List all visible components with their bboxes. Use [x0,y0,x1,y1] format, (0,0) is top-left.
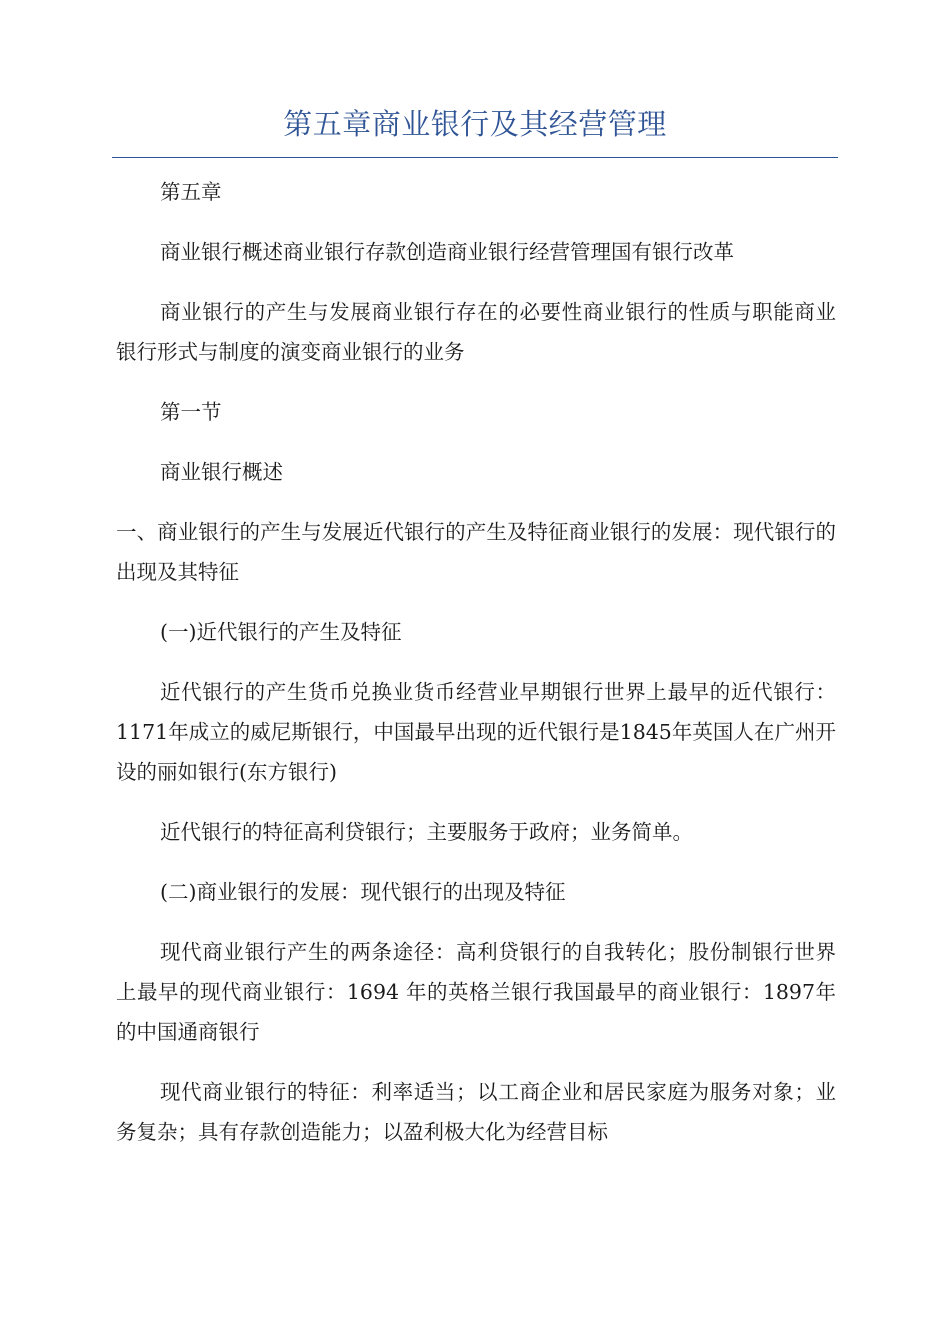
paragraph-modern-bank-origin: 近代银行的产生货币兑换业货币经营业早期银行世界上最早的近代银行：1171年成立的威尼斯银行，中国最早出现的近代银行是1845年英国人在广州开设的丽如银行(东方银行) [116,680,836,784]
paragraph-chapter: 第五章 [160,180,222,204]
paragraph-heading-one: 一、商业银行的产生与发展近代银行的产生及特征商业银行的发展：现代银行的出现及其特征 [116,520,836,584]
paragraph-modern-bank-features: 近代银行的特征高利贷银行；主要服务于政府；业务简单。 [160,820,693,844]
paragraph-subheading-two: (二)商业银行的发展：现代银行的出现及特征 [160,880,566,904]
paragraph-commercial-bank-origin: 现代商业银行产生的两条途径：高利贷银行的自我转化；股份制银行世界上最早的现代商业银行：1694 年的英格兰银行我国最早的商业银行：1897年的中国通商银行 [116,940,836,1044]
paragraph-subheading-one: (一)近代银行的产生及特征 [160,620,402,644]
paragraph-section: 第一节 [160,400,222,424]
document-title: 第五章商业银行及其经营管理 [283,107,667,141]
paragraph-commercial-bank-features: 现代商业银行的特征：利率适当；以工商企业和居民家庭为服务对象；业务复杂；具有存款创造能力；以盈利极大化为经营目标 [116,1080,836,1144]
paragraph-outline: 商业银行概述商业银行存款创造商业银行经营管理国有银行改革 [160,240,734,264]
paragraph-section-title: 商业银行概述 [160,460,283,484]
paragraph-topics: 商业银行的产生与发展商业银行存在的必要性商业银行的性质与职能商业银行形式与制度的演变商业银行的业务 [116,300,836,364]
title-divider [112,157,838,158]
document-body [116,172,836,1172]
